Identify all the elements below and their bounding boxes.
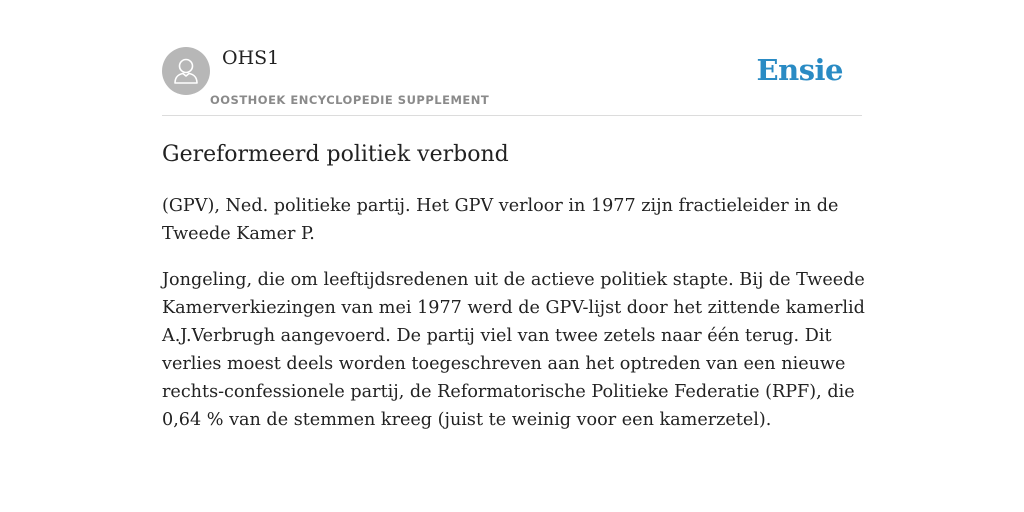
article-paragraph: (GPV), Ned. politieke partij. Het GPV verloor in 1977 zijn fractieleider in de Tweede Kamer P. (162, 196, 839, 244)
site-logo[interactable]: Ensie (756, 53, 843, 87)
article-title: Gereformeerd politiek verbond (162, 142, 509, 167)
source-label[interactable]: OOSTHOEK ENCYCLOPEDIE SUPPLEMENT (210, 93, 490, 107)
article-paragraph: Jongeling, die om leeftijdsredenen uit de actieve politiek stapte. Bij de Tweede Kamerverkiezingen van mei 1977 werd de GPV-lijst door het zittende kamerlid A.J.Verbrugh aangevoerd. De partij viel van twee zetels naar één terug. Dit verlies moest deels worden toegeschreven aan het optreden van een nieuwe rechts-confessionele partij, de Reformatorische Politieke Federatie (RPF), die 0,64 % van de stemmen kreeg (juist te weinig voor een kamerzetel). (162, 270, 865, 430)
avatar[interactable] (162, 47, 210, 95)
author-name[interactable]: OHS1 (222, 47, 280, 69)
user-silhouette-icon (162, 47, 210, 95)
article-body (162, 192, 872, 452)
article-header (162, 46, 862, 116)
